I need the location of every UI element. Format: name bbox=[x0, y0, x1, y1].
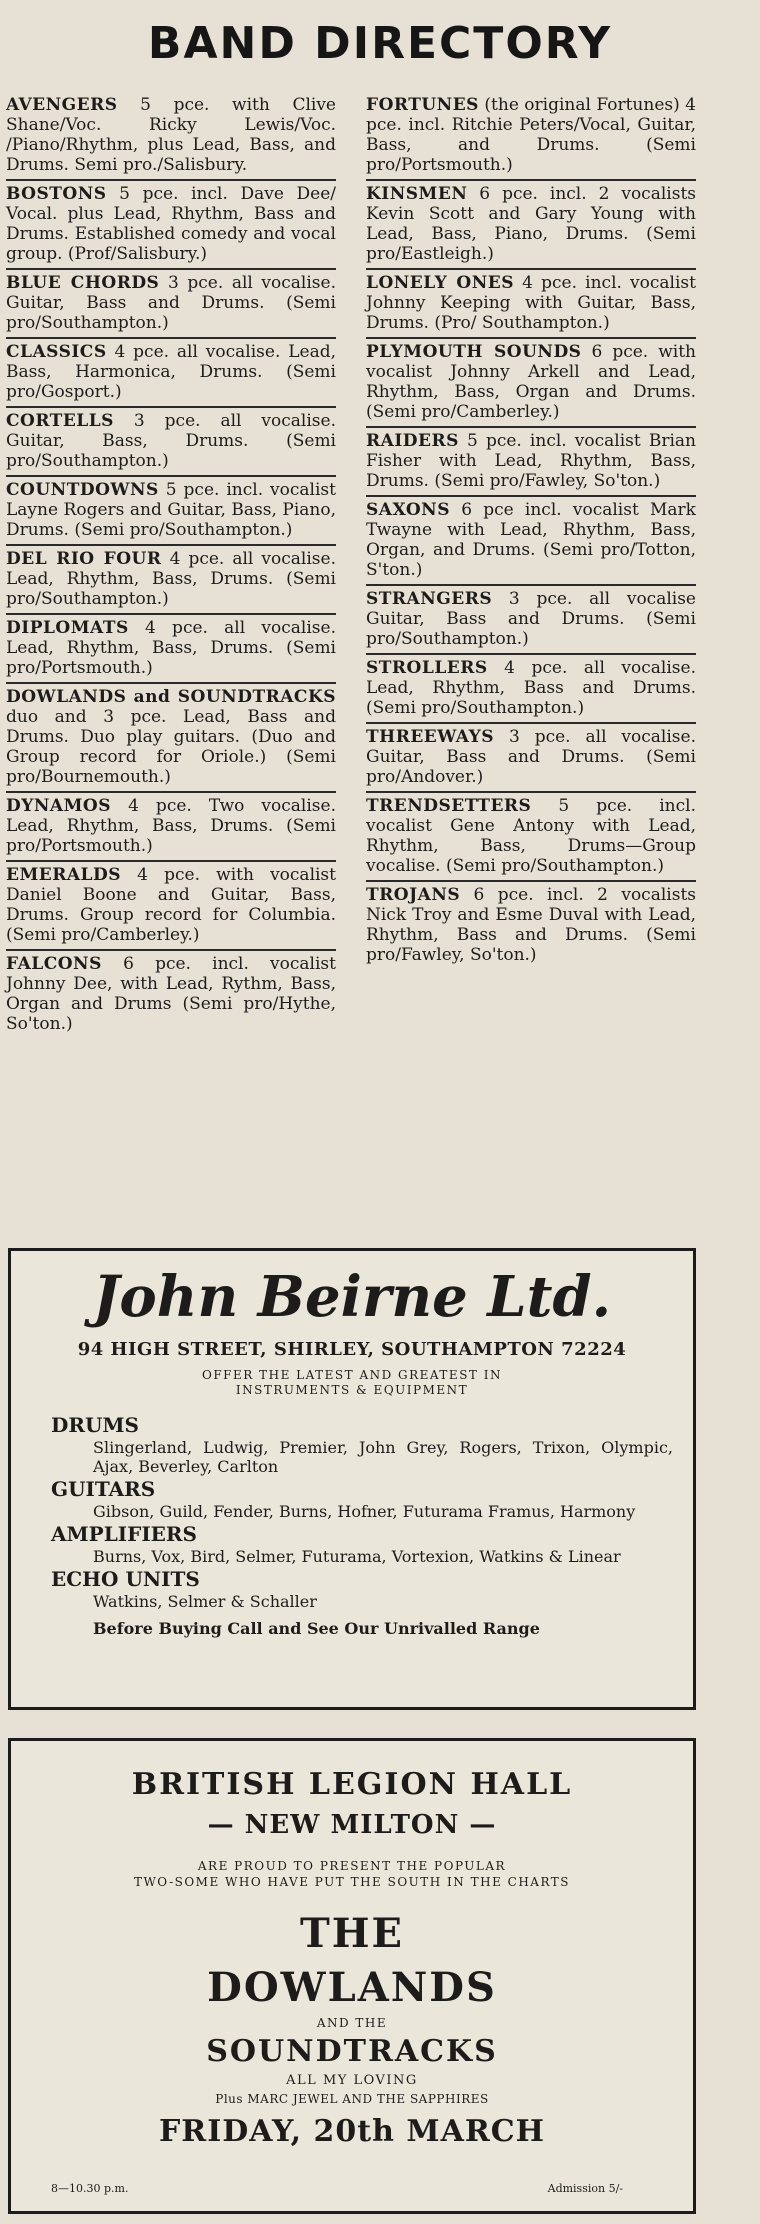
band-details: 5 pce. incl. vocalist Gene Antony with Lead, Rhythm, Bass, Drums—Group vocalise. (Semi pro/Southampton.) bbox=[366, 796, 696, 876]
band-details: 4 pce. all vocalise. Lead, Bass, Harmonica, Drums. (Semi pro/Gosport.) bbox=[6, 342, 336, 402]
venue-name: BRITISH LEGION HALL bbox=[131, 1767, 573, 1802]
band-name: BOSTONS bbox=[6, 184, 107, 204]
band-details: duo and 3 pce. Lead, Bass and Drums. Duo play guitars. (Duo and Group record for Oriole.) (Semi pro/Bournemouth.) bbox=[6, 707, 336, 787]
advert-categories bbox=[51, 1412, 693, 1611]
band-details: 5 pce. incl. vocalist Brian Fisher with Lead, Rhythm, Bass, Drums. (Semi pro/Fawley, So'ton.) bbox=[366, 431, 696, 491]
directory-entry bbox=[366, 882, 696, 969]
directory-entry bbox=[6, 339, 336, 408]
advert-offer bbox=[11, 1368, 693, 1398]
event-admission: Admission 5/- bbox=[547, 2182, 623, 2195]
band-name: AVENGERS bbox=[6, 95, 118, 115]
band-name: TROJANS bbox=[366, 885, 461, 905]
song-title: ALL MY LOVING bbox=[286, 2073, 418, 2088]
band-details: 4 pce. all vocalise. Lead, Rhythm, Bass, Drums. (Semi pro/Southampton.) bbox=[6, 549, 336, 609]
band-name: FORTUNES bbox=[366, 95, 479, 115]
second-act: SOUNDTRACKS bbox=[206, 2034, 498, 2069]
directory-entry bbox=[6, 181, 336, 270]
advert-offer-line: OFFER THE LATEST AND GREATEST IN bbox=[202, 1368, 502, 1382]
directory-entry bbox=[366, 339, 696, 428]
directory-entry bbox=[366, 92, 696, 181]
directory-entry bbox=[366, 428, 696, 497]
band-name: FALCONS bbox=[6, 954, 102, 974]
category-heading: GUITARS bbox=[51, 1477, 156, 1501]
category-heading: AMPLIFIERS bbox=[51, 1522, 197, 1546]
advert-closing: Before Buying Call and See Our Unrivalled Range bbox=[93, 1619, 540, 1638]
band-details: 4 pce. with vocalist Daniel Boone and Guitar, Bass, Drums. Group record for Columbia. (Semi pro/Camberley.) bbox=[6, 865, 336, 945]
directory-entry bbox=[366, 586, 696, 655]
directory-entry bbox=[6, 477, 336, 546]
directory-entry bbox=[6, 793, 336, 862]
category-items: Slingerland, Ludwig, Premier, John Grey, Rogers, Trixon, Olympic, Ajax, Beverley, Carlton bbox=[93, 1438, 673, 1476]
band-name: THREEWAYS bbox=[366, 727, 495, 747]
directory-right-column bbox=[366, 92, 696, 1038]
band-details: 6 pce. incl. 2 vocalists Nick Troy and Esme Duval with Lead, Rhythm, Bass and Drums. (Semi pro/Fawley, So'ton.) bbox=[366, 885, 696, 965]
advert-address: 94 HIGH STREET, SHIRLEY, SOUTHAMPTON 72224 bbox=[77, 1339, 627, 1360]
band-name: STROLLERS bbox=[366, 658, 488, 678]
band-details: 6 pce. incl. 2 vocalists Kevin Scott and Gary Young with Lead, Bass, Piano, Drums. (Semi pro/Eastleigh.) bbox=[366, 184, 696, 264]
band-details: 4 pce. Two vocalise. Lead, Rhythm, Bass, Drums. (Semi pro/Portsmouth.) bbox=[6, 796, 336, 856]
band-name: KINSMEN bbox=[366, 184, 468, 204]
band-name: DOWLANDS and SOUNDTRACKS bbox=[6, 687, 336, 707]
band-details: 4 pce. all vocalise. Lead, Rhythm, Bass and Drums. (Semi pro/Southampton.) bbox=[366, 658, 696, 718]
band-details: 5 pce. with Clive Shane/Voc. Ricky Lewis/Voc. /Piano/Rhythm, plus Lead, Bass, and Drums. Semi pro./Salisbury. bbox=[6, 95, 336, 175]
band-details: 3 pce. all vocalise. Guitar, Bass, Drums. (Semi pro/Southampton.) bbox=[6, 411, 336, 471]
band-name: COUNTDOWNS bbox=[6, 480, 159, 500]
band-name: DIPLOMATS bbox=[6, 618, 129, 638]
band-details: 5 pce. incl. vocalist Layne Rogers and Guitar, Bass, Piano, Drums. (Semi pro/Southampton.) bbox=[6, 480, 336, 540]
venue-location: — NEW MILTON — bbox=[207, 1810, 497, 1840]
band-name: BLUE CHORDS bbox=[6, 273, 160, 293]
directory-entry bbox=[6, 684, 336, 793]
band-details: 4 pce. incl. vocalist Johnny Keeping with Guitar, Bass, Drums. (Pro/ Southampton.) bbox=[366, 273, 696, 333]
headliner-the: THE bbox=[299, 1910, 405, 1957]
directory-left-column bbox=[6, 92, 336, 1038]
band-details: 6 pce incl. vocalist Mark Twayne with Lead, Rhythm, Bass, Organ, and Drums. (Semi pro/Totton, S'ton.) bbox=[366, 500, 696, 580]
band-name: CLASSICS bbox=[6, 342, 107, 362]
band-name: TRENDSETTERS bbox=[366, 796, 532, 816]
event-time: 8—10.30 p.m. bbox=[51, 2182, 129, 2195]
and-the: AND THE bbox=[316, 2016, 388, 2030]
directory-entry bbox=[366, 497, 696, 586]
directory-entry bbox=[6, 408, 336, 477]
directory-entry bbox=[366, 655, 696, 724]
directory-entry bbox=[6, 951, 336, 1038]
presenting-text bbox=[11, 1858, 693, 1890]
directory-entry bbox=[6, 546, 336, 615]
directory-entry bbox=[6, 862, 336, 951]
band-name: LONELY ONES bbox=[366, 273, 515, 293]
advert-offer-line: INSTRUMENTS & EQUIPMENT bbox=[235, 1383, 469, 1397]
directory-entry bbox=[6, 615, 336, 684]
band-details: 6 pce. with vocalist Johnny Arkell and Lead, Rhythm, Bass, Organ and Drums. (Semi pro/Camberley.) bbox=[366, 342, 696, 422]
directory-entry bbox=[366, 270, 696, 339]
band-name: DEL RIO FOUR bbox=[6, 549, 162, 569]
directory-columns bbox=[6, 92, 696, 1038]
band-details: 3 pce. all vocalise. Guitar, Bass and Drums. (Semi pro/Andover.) bbox=[366, 727, 696, 787]
band-name: RAIDERS bbox=[366, 431, 459, 451]
directory-entry bbox=[6, 270, 336, 339]
category-items: Watkins, Selmer & Schaller bbox=[93, 1592, 317, 1611]
directory-entry bbox=[366, 793, 696, 882]
event-date: FRIDAY, 20th MARCH bbox=[159, 2114, 545, 2149]
category-items: Gibson, Guild, Fender, Burns, Hofner, Futurama Framus, Harmony bbox=[93, 1502, 636, 1521]
directory-entry bbox=[6, 92, 336, 181]
category-items: Burns, Vox, Bird, Selmer, Futurama, Vortexion, Watkins & Linear bbox=[93, 1547, 621, 1566]
band-name: SAXONS bbox=[366, 500, 450, 520]
support-act: Plus MARC JEWEL AND THE SAPPHIRES bbox=[215, 2092, 489, 2106]
advert-brand: John Beirne Ltd. bbox=[92, 1264, 612, 1330]
band-details: 4 pce. all vocalise. Lead, Rhythm, Bass, Drums. (Semi pro/Portsmouth.) bbox=[6, 618, 336, 678]
band-name: DYNAMOS bbox=[6, 796, 112, 816]
category-heading: ECHO UNITS bbox=[51, 1567, 200, 1591]
band-name: EMERALDS bbox=[6, 865, 122, 885]
band-details: 3 pce. all vocalise. Guitar, Bass and Drums. (Semi pro/Southampton.) bbox=[6, 273, 336, 333]
directory-entry bbox=[366, 724, 696, 793]
band-details: 5 pce. incl. Dave Dee/ Vocal. plus Lead, Rhythm, Bass and Drums. Established comedy and vocal group. (Prof/Salisbury.) bbox=[6, 184, 336, 264]
band-details: 3 pce. all vocalise Guitar, Bass and Drums. (Semi pro/Southampton.) bbox=[366, 589, 696, 649]
presenting-line: ARE PROUD TO PRESENT THE POPULAR bbox=[197, 1859, 507, 1873]
band-details: (the original Fortunes) 4 pce. incl. Ritchie Peters/Vocal, Guitar, Bass, and Drums. (Semi pro/Portsmouth.) bbox=[366, 95, 696, 175]
presenting-line: TWO-SOME WHO HAVE PUT THE SOUTH IN THE CHARTS bbox=[133, 1875, 571, 1889]
band-name: STRANGERS bbox=[366, 589, 493, 609]
british-legion-advert bbox=[8, 1738, 696, 2214]
directory-entry bbox=[366, 181, 696, 270]
page-title: BAND DIRECTORY bbox=[147, 18, 613, 69]
band-name: CORTELLS bbox=[6, 411, 114, 431]
band-name: PLYMOUTH SOUNDS bbox=[366, 342, 582, 362]
headliner-name: DOWLANDS bbox=[207, 1964, 497, 2011]
category-heading: DRUMS bbox=[51, 1413, 139, 1437]
band-details: 6 pce. incl. vocalist Johnny Dee, with Lead, Rythm, Bass, Organ and Drums (Semi pro/Hythe, So'ton.) bbox=[6, 954, 336, 1034]
john-beirne-advert bbox=[8, 1248, 696, 1710]
